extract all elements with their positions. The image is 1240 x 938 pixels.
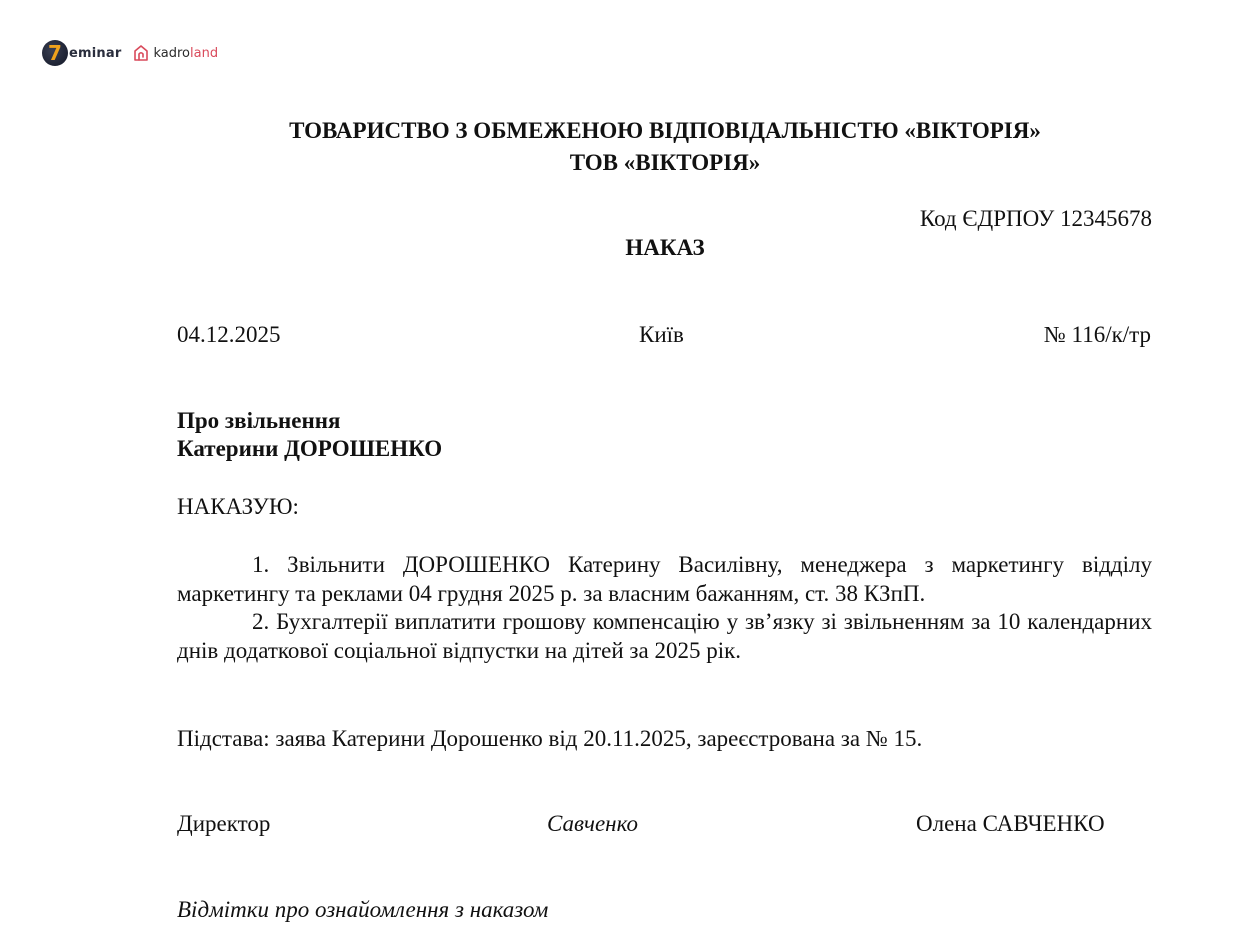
signatory-name: Олена САВЧЕНКО <box>916 811 1105 836</box>
signature: Савченко <box>547 811 638 836</box>
company-short-name: ТОВ «ВІКТОРІЯ» <box>569 150 761 175</box>
house-outline-icon <box>133 44 149 62</box>
order-items <box>177 551 1152 665</box>
subject-line-1: Про звільнення <box>177 408 341 433</box>
kadroland-text-accent: land <box>190 45 219 61</box>
seminar-logo <box>42 40 121 66</box>
document-title: НАКАЗ <box>625 235 705 260</box>
kadroland-logo <box>133 44 218 62</box>
acknowledgement-heading: Відмітки про ознайомлення з наказом <box>177 897 549 922</box>
logos <box>42 40 218 66</box>
order-item: 2. Бухгалтерії виплатити грошову компенсацію у зв’язку зі звільненням за 10 календарних днів додаткової соціальної відпустки на дітей за 2025 рік. <box>177 609 1152 663</box>
order-date: 04.12.2025 <box>177 322 281 347</box>
order-city: Київ <box>639 322 684 347</box>
kadroland-logo-text <box>153 46 218 61</box>
order-basis: Підстава: заява Катерини Дорошенко від 20.11.2025, зареєстрована за № 15. <box>177 726 923 751</box>
edrpou-code: Код ЄДРПОУ 12345678 <box>919 206 1152 231</box>
order-number: № 116/к/тр <box>1043 322 1151 347</box>
company-full-name: ТОВАРИСТВО З ОБМЕЖЕНОЮ ВІДПОВІДАЛЬНІСТЮ «ВІКТОРІЯ» <box>289 118 1041 143</box>
subject-line-2: Катерини ДОРОШЕНКО <box>177 436 443 461</box>
order-verb: НАКАЗУЮ: <box>177 494 299 519</box>
seminar-logo-text: eminar <box>69 45 122 61</box>
kadroland-text-main: kadro <box>153 45 190 61</box>
seminar-logo-mark: 7 <box>42 40 68 66</box>
signatory-position: Директор <box>177 811 271 836</box>
order-item: 1. Звільнити ДОРОШЕНКО Катерину Василівну, менеджера з маркетингу відділу маркетингу та реклами 04 грудня 2025 р. за власним бажанням, ст. 38 КЗпП. <box>177 552 1152 606</box>
